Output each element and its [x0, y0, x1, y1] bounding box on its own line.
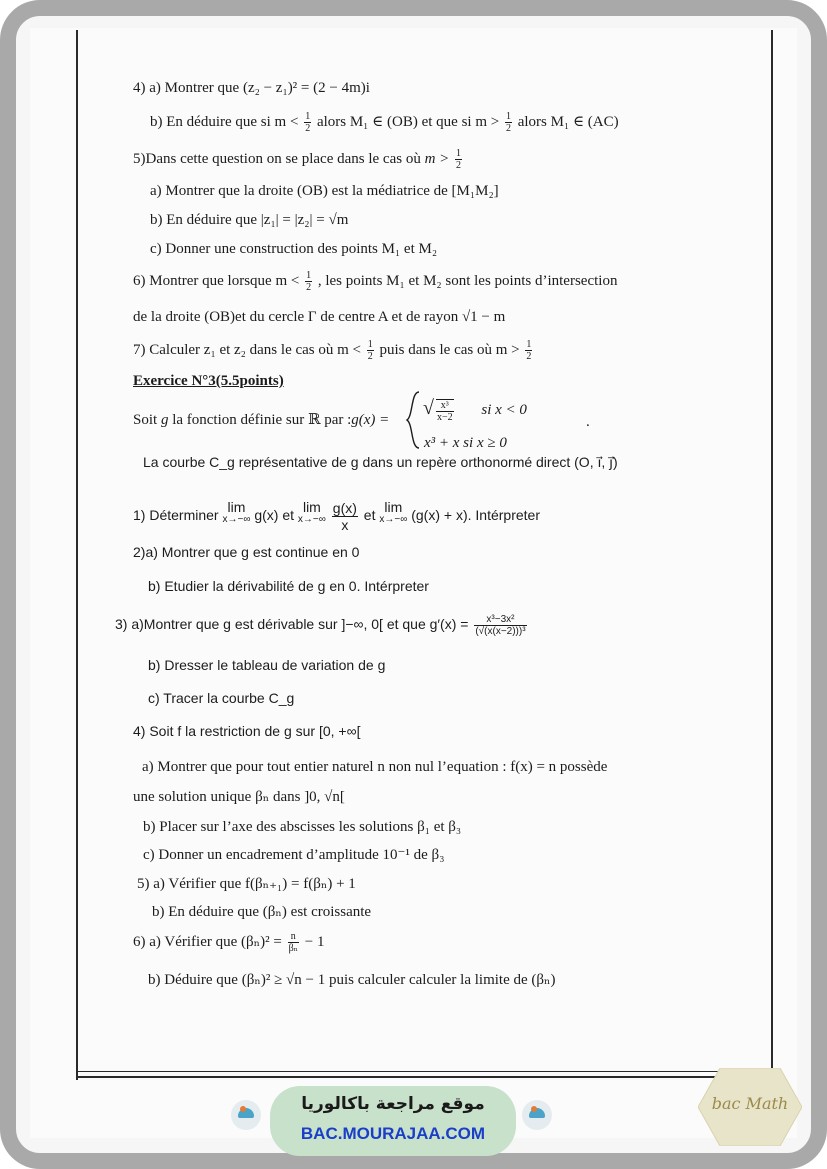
- question-3c: c) Tracer la courbe C_g: [148, 690, 295, 706]
- question-5a-bis: 5) a) Vérifier que f(βₙ₊₁) = f(βₙ) + 1: [137, 876, 356, 892]
- badge-text: bac Math: [711, 1094, 789, 1113]
- question-5c: c) Donner une construction des points M₁ et M₂: [150, 241, 438, 257]
- question-6a-bis: 6) a) Vérifier que (βₙ)² = $\frac{n}{\text{βₙ}}$ − 1: [133, 931, 325, 954]
- site-logo-left-icon: [231, 1100, 261, 1130]
- question-5b-bis: b) En déduire que (βₙ) est croissante: [152, 904, 372, 920]
- piecewise-brace: [403, 390, 423, 450]
- exercise-3-title: Exercice N°3(5.5points): [133, 373, 284, 389]
- question-3b: b) Dresser le tableau de variation de g: [148, 657, 386, 673]
- right-rule: [771, 30, 773, 1080]
- question-6-continued: de la droite (OB)et du cercle Γ de centre A et de rayon √1 − m: [133, 309, 506, 325]
- question-1-limits: 1) Déterminer lim x→−∞ g(x) et lim x→−∞ $\frac{g(x)}{x}$ et lim x→−∞ (g(x) + x). Intérpreter: [133, 499, 540, 533]
- question-5a: a) Montrer que la droite (OB) est la médiatrice de [M₁M₂]: [150, 183, 499, 199]
- definition-period: .: [586, 414, 590, 430]
- question-4: 4) Soit f la restriction de g sur [0, +∞[: [133, 723, 361, 739]
- fraction-half: $\frac{1}{2}$: [306, 270, 312, 293]
- bottom-rule: [76, 1076, 773, 1078]
- question-5: 5)Dans cette question on se place dans le cas où m > $\frac{1}{2}$: [133, 148, 462, 171]
- left-rule: [76, 30, 78, 1080]
- question-4a-continued: une solution unique βₙ dans ]0, √n[: [133, 789, 345, 805]
- question-6: 6) Montrer que lorsque m < $\frac{1}{2}$ , les points M₁ et M₂ sont les points d’intersection: [133, 270, 618, 293]
- footer-arabic-title: موقع مراجعة باكالوريا: [301, 1094, 485, 1114]
- fraction-half: $\frac{1}{2}$: [367, 339, 373, 362]
- piecewise-case-1: √ $\frac{\text{x³}}{x-2}$ si x < 0: [423, 397, 527, 423]
- question-4b-bis: b) Placer sur l’axe des abscisses les solutions β₁ et β₃: [143, 819, 462, 835]
- question-6b-bis: b) Déduire que (βₙ)² ≥ √n − 1 puis calculer calculer la limite de (βₙ): [148, 972, 556, 988]
- fraction-half: $\frac{1}{2}$: [505, 111, 511, 134]
- piecewise-case-2: x³ + x si x ≥ 0: [424, 435, 507, 451]
- fraction-half: $\frac{1}{2}$: [526, 339, 532, 362]
- site-logo-right-icon: [522, 1100, 552, 1130]
- curve-statement: La courbe C_g représentative de g dans un repère orthonormé direct (O, i⃗, j⃗): [143, 454, 618, 470]
- bottom-rule-2: [76, 1071, 773, 1072]
- fraction-half: $\frac{1}{2}$: [456, 148, 462, 171]
- question-4a: 4) a) Montrer que (z₂ − z₁)² = (2 − 4m)i: [133, 80, 370, 96]
- question-2a: 2)a) Montrer que g est continue en 0: [133, 544, 360, 560]
- function-definition: Soit g la fonction définie sur ℝ par :g(x) =: [133, 412, 390, 428]
- question-7: 7) Calculer z₁ et z₂ dans le cas où m < $\frac{1}{2}$ puis dans le cas où m > $\frac{1}{2}$: [133, 339, 532, 362]
- footer-url-link[interactable]: BAC.MOURAJAA.COM: [300, 1124, 486, 1143]
- question-3a: 3) a)Montrer que g est dérivable sur ]−∞, 0[ et que g′(x) = $\frac{\text{x³−3x²}}{\text{(√(x(x−2)))³}}$: [115, 614, 526, 637]
- question-5b: b) En déduire que |z₁| = |z₂| = √m: [150, 212, 349, 228]
- question-4b: b) En déduire que si m < $\frac{1}{2}$ alors M₁ ∈ (OB) et que si m > $\frac{1}{2}$ alors M₁ ∈ (AC): [150, 111, 619, 134]
- question-4a-bis: a) Montrer que pour tout entier naturel n non nul l’equation : f(x) = n possède: [142, 759, 608, 775]
- question-2b: b) Etudier la dérivabilité de g en 0. Intérpreter: [148, 578, 429, 594]
- fraction-half: $\frac{1}{2}$: [305, 111, 311, 134]
- question-4c-bis: c) Donner un encadrement d’amplitude 10⁻¹ de β₃: [143, 847, 445, 863]
